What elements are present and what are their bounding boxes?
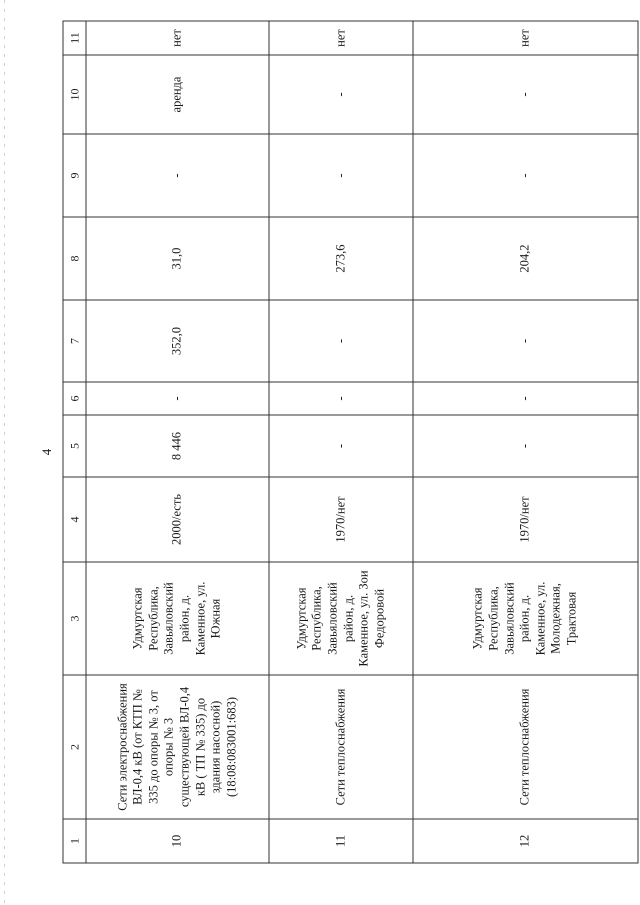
row-number: 12 (413, 819, 638, 863)
cell-col-6: - (86, 382, 269, 415)
column-header: 4 (63, 477, 86, 562)
object-name: Сети теплоснабжения (269, 675, 413, 819)
column-header: 1 (63, 819, 86, 863)
cell-col-10: - (269, 55, 413, 134)
column-header: 11 (63, 21, 86, 55)
property-table (62, 20, 638, 863)
table-row (269, 21, 413, 863)
scan-edge-marks (4, 0, 5, 905)
column-header: 2 (63, 675, 86, 819)
cell-col-7: - (269, 300, 413, 382)
year-registration: 2000/есть (86, 477, 269, 562)
object-name: Сети электроснабжения ВЛ-0,4 кВ (от КТП № 335 до опоры № 3, от опоры № 3 существующей ВЛ-0,4 кВ ( ТП № 335) до здания насосной) (18:08:083001:683) (86, 675, 269, 819)
column-header: 5 (63, 415, 86, 477)
cell-col-6: - (413, 382, 638, 415)
cell-col-7: 352,0 (86, 300, 269, 382)
page-number: 4 (39, 448, 54, 456)
cell-col-11: нет (86, 21, 269, 55)
cell-col-6: - (269, 382, 413, 415)
cell-col-9: - (86, 134, 269, 217)
cell-col-5: - (413, 415, 638, 477)
cell-col-9: - (269, 134, 413, 217)
cell-col-10: - (413, 55, 638, 134)
table-row (86, 21, 269, 863)
cell-col-8: 204,2 (413, 217, 638, 300)
cell-col-7: - (413, 300, 638, 382)
object-name: Сети теплоснабжения (413, 675, 638, 819)
column-header: 10 (63, 55, 86, 134)
object-address: Удмуртская Республика, Завьяловский район, д. Каменное, ул. Молодежная, Трактовая (413, 562, 638, 675)
year-registration: 1970/нет (269, 477, 413, 562)
table-row (413, 21, 638, 863)
cell-col-11: нет (413, 21, 638, 55)
cell-col-9: - (413, 134, 638, 217)
year-registration: 1970/нет (413, 477, 638, 562)
cell-col-8: 273,6 (269, 217, 413, 300)
column-header: 3 (63, 562, 86, 675)
cell-col-10: аренда (86, 55, 269, 134)
column-header: 7 (63, 300, 86, 382)
header-row (63, 21, 86, 863)
cell-col-11: нет (269, 21, 413, 55)
cell-col-5: 8 446 (86, 415, 269, 477)
document-page (62, 20, 637, 862)
row-number: 11 (269, 819, 413, 863)
cell-col-5: - (269, 415, 413, 477)
column-header: 8 (63, 217, 86, 300)
row-number: 10 (86, 819, 269, 863)
column-header: 6 (63, 382, 86, 415)
object-address: Удмуртская Республика, Завьяловский район, д. Каменное, ул. Южная (86, 562, 269, 675)
object-address: Удмуртская Республика, Завьяловский район, д. Каменное, ул. Зои Федоровой (269, 562, 413, 675)
cell-col-8: 31,0 (86, 217, 269, 300)
column-header: 9 (63, 134, 86, 217)
